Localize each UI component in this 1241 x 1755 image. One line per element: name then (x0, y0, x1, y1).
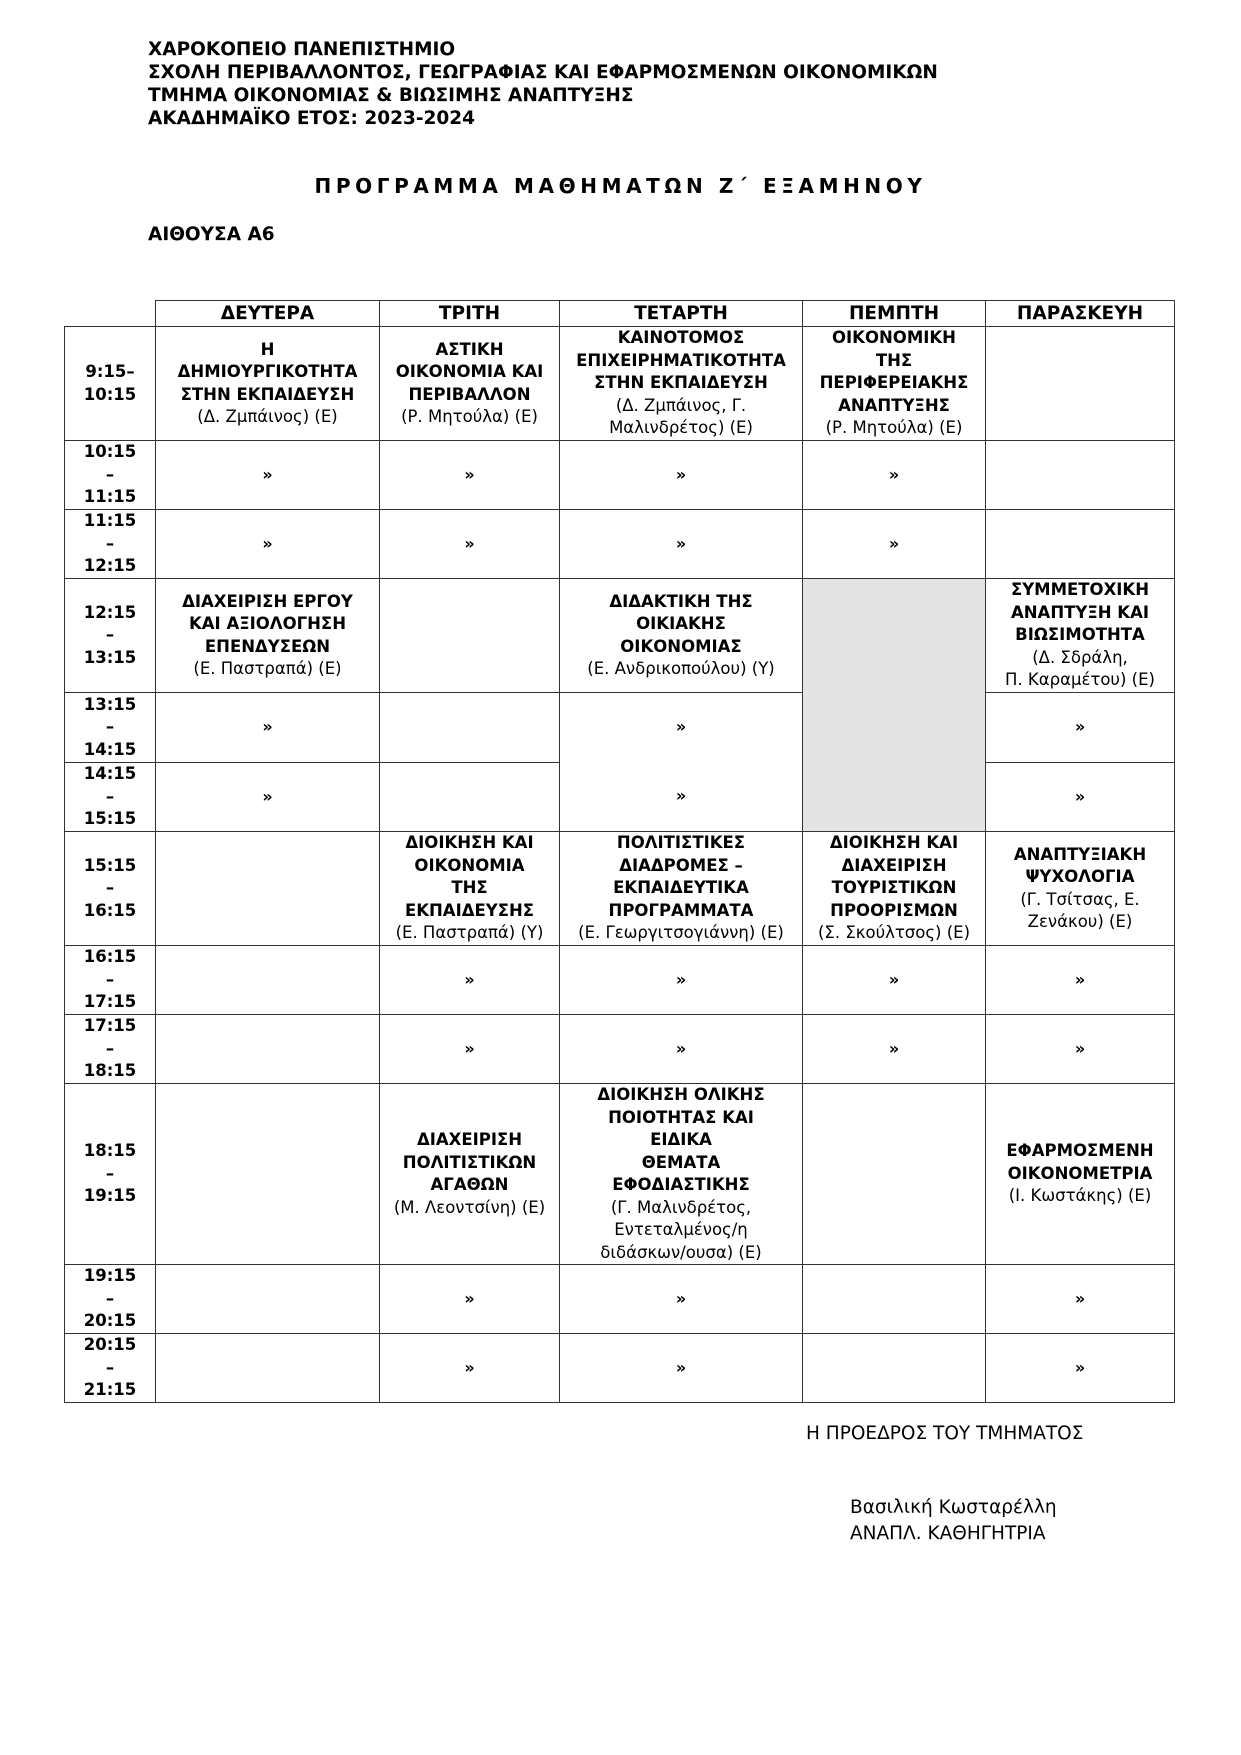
empty-cell (803, 1265, 986, 1334)
continuation-cell: » (156, 441, 380, 510)
course-title-line: ΠΟΛΙΤΙΣΤΙΚΩΝ (402, 1152, 537, 1172)
course-title-line: ΣΤΗΝ ΕΚΠΑΙΔΕΥΣΗ (594, 373, 768, 393)
time-row (65, 441, 1175, 510)
continuation-cell: » (380, 441, 560, 510)
continuation-cell: » (560, 1334, 803, 1403)
course-title-line: ΕΚΠΑΙΔΕΥΤΙΚΑ (613, 878, 749, 898)
course-title-line: ΤΗΣ (875, 350, 913, 370)
empty-cell (156, 946, 380, 1015)
course-title-line: ΤΟΥΡΙΣΤΙΚΩΝ (831, 878, 957, 898)
time-slot: 18:15 – 19:15 (65, 1084, 156, 1265)
time-row (65, 1265, 1175, 1334)
continuation-cell: » (380, 1334, 560, 1403)
course-title-line: ΑΝΑΠΤΥΞΗΣ (838, 395, 950, 415)
course-title-line: ΑΝΑΠΤΥΞΙΑΚΗ (1013, 844, 1147, 864)
course-title-line: ΠΕΡΙΒΑΛΛΟΝ (408, 384, 531, 404)
course-title-line: ΠΕΡΙΦΕΡΕΙΑΚΗΣ (819, 373, 969, 393)
course-title-line: ΟΙΚΟΝΟΜΙΑ ΚΑΙ (395, 362, 544, 381)
course-title-line: ΤΗΣ (451, 878, 488, 898)
day-header-row (65, 301, 1175, 327)
course-instructor-line: (Σ. Σκούλτσος) (Ε) (817, 923, 971, 943)
course-title-line: ΟΙΚΟΝΟΜΙΑΣ (620, 636, 742, 656)
continuation-cell: » (380, 1015, 560, 1084)
course-title-line: ΚΑΙ ΑΞΙΟΛΟΓΗΣΗ (189, 614, 346, 633)
signature-role: Η ΠΡΟΕΔΡΟΣ ΤΟΥ ΤΜΗΜΑΤΟΣ (806, 1423, 1084, 1444)
time-row (65, 327, 1175, 441)
course-instructor-line: (Ρ. Μητούλα) (Ε) (825, 418, 963, 438)
course-instructor-line: (Ι. Κωστάκης) (Ε) (1008, 1186, 1152, 1206)
time-slot: 19:15 – 20:15 (65, 1265, 156, 1334)
course-title-line: ΕΚΠΑΙΔΕΥΣΗΣ (404, 900, 535, 920)
day-header: ΤΡΙΤΗ (380, 301, 560, 327)
course-instructor-line: (Δ. Ζμπάινος) (Ε) (197, 407, 338, 426)
empty-cell (380, 693, 560, 763)
course-instructor-line: (Γ. Μαλινδρέτος, (610, 1197, 752, 1217)
course-title-line: ΠΡΟΟΡΙΣΜΩΝ (830, 900, 958, 920)
course-title-line: ΘΕΜΑΤΑ (641, 1152, 721, 1172)
course-title-line: ΔΙΑΔΡΟΜΕΣ – (619, 855, 743, 875)
course-cell (986, 1084, 1175, 1265)
time-slot: 11:15 – 12:15 (65, 510, 156, 579)
course-title-line: ΔΙΑΧΕΙΡΙΣΗ (841, 855, 947, 875)
time-slot: 9:15– 10:15 (65, 327, 156, 441)
course-instructor-line: διδάσκων/ουσα) (Ε) (600, 1242, 762, 1262)
continuation-cell: » (803, 441, 986, 510)
course-title-line: ΟΙΚΟΝΟΜΕΤΡΙΑ (1007, 1163, 1153, 1183)
time-row (65, 579, 1175, 693)
academic-year: ΑΚΑΔΗΜΑΪΚΟ ΕΤΟΣ: 2023-2024 (148, 108, 476, 129)
continuation-cell: » (156, 762, 380, 832)
empty-cell (156, 1015, 380, 1084)
time-slot: 12:15 – 13:15 (65, 579, 156, 693)
continuation-cell: » (986, 1015, 1175, 1084)
continuation-cell: » (803, 946, 986, 1015)
university-name: ΧΑΡΟΚΟΠΕΙΟ ΠΑΝΕΠΙΣΤΗΜΙΟ (148, 39, 456, 60)
continuation-cell: » (986, 693, 1175, 763)
course-cell (380, 327, 560, 441)
continuation-cell: » (560, 946, 803, 1015)
time-slot: 16:15 – 17:15 (65, 946, 156, 1015)
course-instructor-line: (Ρ. Μητούλα) (Ε) (401, 407, 538, 426)
course-title-line: ΑΝΑΠΤΥΞΗ ΚΑΙ (1010, 602, 1150, 622)
course-instructor-line: Μαλινδρέτος) (Ε) (609, 418, 753, 438)
empty-cell (986, 327, 1175, 441)
course-cell (560, 1084, 803, 1265)
course-instructor-line: Ζενάκου) (Ε) (1027, 912, 1133, 931)
course-title-line: ΔΙΟΙΚΗΣΗ ΟΛΙΚΗΣ (597, 1085, 765, 1104)
course-title-line: ΔΙΑΧΕΙΡΙΣΗ ΕΡΓΟΥ (182, 591, 353, 611)
continuation-cell: » (986, 762, 1175, 832)
time-row (65, 1334, 1175, 1403)
department-name: ΤΜΗΜΑ ΟΙΚΟΝΟΜΙΑΣ & ΒΙΩΣΙΜΗΣ ΑΝΑΠΤΥΞΗΣ (148, 85, 634, 106)
course-title-line: ΣΤΗΝ ΕΚΠΑΙΔΕΥΣΗ (180, 384, 355, 404)
course-instructor-line: Εντεταλμένος/η (614, 1220, 748, 1239)
continuation-cell: » (560, 441, 803, 510)
time-slot: 15:15 – 16:15 (65, 832, 156, 946)
time-row (65, 510, 1175, 579)
time-row (65, 1084, 1175, 1265)
course-title-line: ΟΙΚΙΑΚΗΣ (636, 614, 726, 633)
course-title-line: ΕΠΙΧΕΙΡΗΜΑΤΙΚΟΤΗΤΑ (576, 350, 786, 370)
continuation-cell: » (380, 946, 560, 1015)
continuation-cell: » (560, 510, 803, 579)
time-slot: 13:15 – 14:15 (65, 693, 156, 763)
course-title-line: ΕΦΟΔΙΑΣΤΙΚΗΣ (612, 1175, 750, 1194)
continuation-cell: » (156, 693, 380, 763)
day-header: ΠΑΡΑΣΚΕΥΗ (986, 301, 1175, 327)
course-instructor-line: (Ε. Παστραπά) (Υ) (395, 923, 544, 943)
blocked-cell (803, 579, 986, 832)
time-slot: 17:15 – 18:15 (65, 1015, 156, 1084)
course-cell (156, 327, 380, 441)
course-cell (803, 327, 986, 441)
continuation-cell: » (803, 510, 986, 579)
course-instructor-line: Π. Καραμέτου) (Ε) (1005, 670, 1155, 690)
empty-cell (986, 441, 1175, 510)
timetable (64, 300, 1175, 1403)
day-header: ΤΕΤΑΡΤΗ (560, 301, 803, 327)
course-title-line: Η (260, 339, 275, 359)
empty-cell (156, 1334, 380, 1403)
school-name: ΣΧΟΛΗ ΠΕΡΙΒΑΛΛΟΝΤΟΣ, ΓΕΩΓΡΑΦΙΑΣ ΚΑΙ ΕΦΑΡΜΟΣΜΕΝΩΝ ΟΙΚΟΝΟΜΙΚΩΝ (148, 62, 938, 83)
day-header: ΠΕΜΠΤΗ (803, 301, 986, 327)
room-label: ΑΙΘΟΥΣΑ Α6 (148, 224, 275, 245)
day-header: ΔΕΥΤΕΡΑ (156, 301, 380, 327)
corner-cell (65, 301, 156, 327)
course-instructor-line: (Ε. Ανδρικοπούλου) (Υ) (587, 659, 775, 678)
course-title-line: ΔΙΑΧΕΙΡΙΣΗ (416, 1130, 523, 1149)
course-cell (380, 832, 560, 946)
course-cell (560, 327, 803, 441)
course-cell (560, 832, 803, 946)
continuation-cell: » (803, 1015, 986, 1084)
time-row (65, 1015, 1175, 1084)
course-title-line: ΔΙΟΙΚΗΣΗ ΚΑΙ (829, 833, 959, 853)
course-instructor-line: (Δ. Ζμπάινος, Γ. (615, 395, 747, 415)
empty-cell (156, 832, 380, 946)
course-instructor-line: (Δ. Σδράλη, (1032, 647, 1128, 667)
course-title-line: ΑΣΤΙΚΗ (435, 339, 504, 359)
course-title-line: ΚΑΙΝΟΤΟΜΟΣ (617, 328, 745, 348)
course-title-line: ΕΦΑΡΜΟΣΜΕΝΗ (1006, 1141, 1154, 1161)
continuation-cell: » (380, 510, 560, 579)
course-title-line: ΔΗΜΙΟΥΡΓΙΚΟΤΗΤΑ (177, 362, 358, 381)
course-title-line: ΕΠΕΝΔΥΣΕΩΝ (204, 636, 331, 656)
course-cell (380, 1084, 560, 1265)
time-row (65, 946, 1175, 1015)
schedule-title: ΠΡΟΓΡΑΜΜΑ ΜΑΘΗΜΑΤΩΝ Ζ΄ ΕΞΑΜΗΝΟΥ (314, 174, 927, 198)
course-title-line: ΠΟΛΙΤΙΣΤΙΚΕΣ (616, 833, 746, 853)
course-instructor-line: (Γ. Τσίτσας, Ε. (1020, 889, 1140, 909)
continuation-cell: » (560, 1265, 803, 1334)
course-cell (986, 579, 1175, 693)
time-slot: 20:15 – 21:15 (65, 1334, 156, 1403)
course-title-line: ΔΙΟΙΚΗΣΗ ΚΑΙ (405, 833, 534, 853)
continuation-cell: » (986, 1334, 1175, 1403)
empty-cell (156, 1265, 380, 1334)
course-title-line: ΟΙΚΟΝΟΜΙΚΗ (832, 328, 956, 348)
empty-cell (803, 1334, 986, 1403)
time-slot: 10:15 – 11:15 (65, 441, 156, 510)
continuation-cell: » (986, 1265, 1175, 1334)
course-instructor-line: (Μ. Λεοντσίνη) (Ε) (393, 1197, 546, 1217)
course-cell (560, 579, 803, 693)
signature-name: Βασιλική Κωσταρέλλη (850, 1497, 1057, 1518)
course-title-line: ΣΥΜΜΕΤΟΧΙΚΗ (1010, 580, 1150, 600)
course-title-line: ΠΟΙΟΤΗΤΑΣ ΚΑΙ (608, 1107, 754, 1127)
course-instructor-line: (Ε. Παστραπά) (Ε) (193, 659, 342, 678)
continuation-cell: » (156, 510, 380, 579)
course-instructor-line: (Ε. Γεωργιτσογιάννη) (Ε) (578, 923, 784, 943)
course-title-line: ΠΡΟΓΡΑΜΜΑΤΑ (608, 900, 754, 920)
course-title-line: ΕΙΔΙΚΑ (650, 1130, 712, 1149)
time-slot: 14:15 – 15:15 (65, 762, 156, 832)
empty-cell (986, 510, 1175, 579)
empty-cell (803, 1084, 986, 1265)
continuation-cell: » (380, 1265, 560, 1334)
continuation-cell: » » (560, 693, 803, 832)
course-title-line: ΔΙΔΑΚΤΙΚΗ ΤΗΣ (609, 591, 753, 611)
course-title-line: ΨΥΧΟΛΟΓΙΑ (1025, 867, 1135, 886)
course-title-line: ΒΙΩΣΙΜΟΤΗΤΑ (1015, 625, 1145, 645)
continuation-cell: » (986, 946, 1175, 1015)
document-header (148, 38, 938, 130)
course-title-line: ΑΓΑΘΩΝ (430, 1175, 509, 1194)
continuation-cell: » (560, 1015, 803, 1084)
empty-cell (380, 762, 560, 832)
empty-cell (380, 579, 560, 693)
signature-title: ΑΝΑΠΛ. ΚΑΘΗΓΗΤΡΙΑ (850, 1523, 1046, 1544)
course-cell (986, 832, 1175, 946)
course-title-line: ΟΙΚΟΝΟΜΙΑ (414, 855, 525, 875)
course-cell (803, 832, 986, 946)
empty-cell (156, 1084, 380, 1265)
time-row (65, 693, 1175, 763)
time-row (65, 832, 1175, 946)
course-cell (156, 579, 380, 693)
